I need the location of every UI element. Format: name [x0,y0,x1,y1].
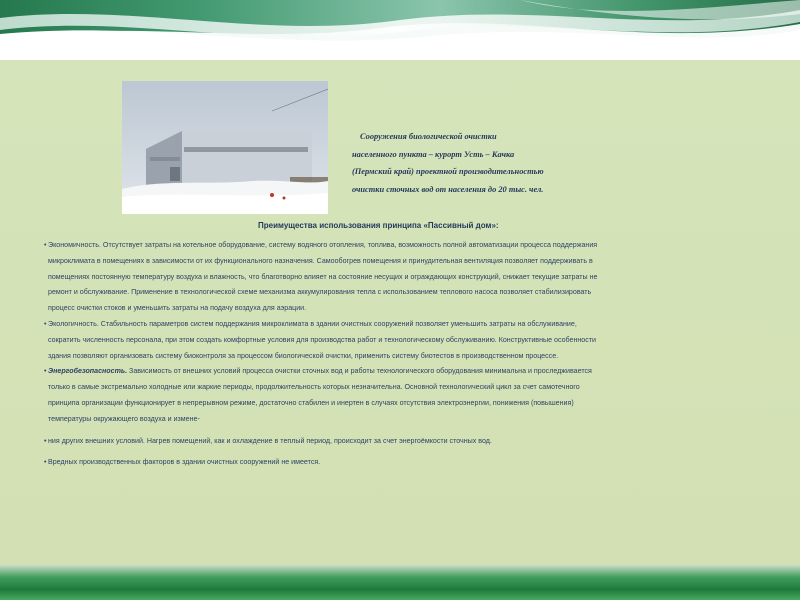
bullet-line: только в самые экстремально холодные или жаркие периоды, продолжительность которых незначительна. Основной технологический цикл за счет самотечного [48,383,580,392]
bullet-line: принципа организации функционирует в непрерывном режиме, достаточно стабилен и инертен в случаях отсутствия электроэнергии, понижения (повышения) [48,398,574,407]
building-photo [122,81,328,214]
bullet-line: ремонт и обслуживание. Применение в технологической схеме механизма аккумулирования тепла с использованием теплового насоса позволяет стабилизировать [48,288,592,297]
footer-bar [0,565,800,600]
list-item: • Энергобезопасность. Зависимость от внешних условий процесса очистки сточных вод и работы технологического оборудования минимальна и проследживается только в самые экстремально холодные или жаркие периоды, продолжительность которых незначительна. Основной технологический цикл за счет самотечного принципа организации функционирует в непрерывном режиме, достаточно стабилен и инертен в случаях отсутствия электроэнергии, понижения (повышения) температуры окружающего воздуха и измене- [44,364,744,427]
header-banner [0,0,800,60]
bullet-line: помещениях постоянную температуру воздуха и влажность, что благотворно влияет на состояние несущих и ограждающих конструкций, снижает текущие затраты не [48,272,598,281]
bullet-line: Экономичность. Отсутствует затраты на котельное оборудование, систему водяного отопления, топлива, возможность полной автоматизации процесса поддержания [48,241,598,249]
photo-caption [352,128,652,198]
section-heading: Преимущества использования принципа «Пассивный дом»: [258,221,499,230]
bullet-line: температуры окружающего воздуха и измене- [48,414,200,423]
bullet-line: Экологичность. Стабильность параметров систем поддержания микроклимата в здании очистных сооружений позволяет уменьшить затраты на обслуживание, [48,319,577,328]
list-item: • Экологичность. Стабильность параметров систем поддержания микроклимата в здании очистных сооружений позволяет уменьшить затраты на обслуживание, сократить численность персонала, при этом создать комфортные условия для производства работ и технологическому обслуживанию. Конструктивные особенности здания позволяют организовать систему биоконтроля за процессом биологической очистки, применить систему биотестов в производственном процессе. [44,317,744,364]
caption-line: (Пермский край) проектной производительностью [352,167,544,176]
list-item: • Экономичность. Отсутствует затраты на котельное оборудование, систему водяного отопления, топлива, возможность полной автоматизации процесса поддержания микроклимата в помещениях в зависимости от их функционального назначения. Самообогрев помещения и принудительная вентиляция позволяет поддерживать в помещениях постоянную температуру воздуха и влажность, что благотворно влияет на состояние несущих и ограждающих конструкций, снижает текущие затраты не ремонт и обслуживание. Применение в технологической схеме механизма аккумулирования тепла с использованием теплового насоса позволяет стабилизировать процесс очистки стоков и уменьшить затраты на подачу воздуха для аэрации. [44,238,744,317]
caption-line: Сооружения биологической очистки [360,132,497,141]
caption-line: очистки сточных вод от населения до 20 тыс. чел. [352,184,544,194]
advantages-list [44,238,744,471]
bullet-line: процесс очистки стоков и уменьшить затраты на подачу воздуха для аэрации. [48,304,307,313]
bullet-line: Зависимость от внешних условий процесса очистки сточных вод и работы технологического оборудования минимальна и проследживается [127,367,592,376]
bullet-line: здания позволяют организовать систему биоконтроля за процессом биологической очистки, применить систему биотестов в производственном процессе. [48,351,559,360]
bullet-line: Вредных производственных факторов в здании очистных сооружений не имеется. [48,458,321,467]
list-item: • ния других внешних условий. Нагрев помещений, как и охлаждение в теплый период, происходит за счет энергоёмкости сточных вод. [44,436,492,445]
bullet-emphasis: Энергобезопасность. [48,367,128,376]
list-item: • Вредных производственных факторов в здании очистных сооружений не имеется. [44,458,321,467]
bullet-line: сократить численность персонала, при этом создать комфортные условия для производства работ и технологическому обслуживанию. Конструктивные особенности [48,335,596,344]
caption-line: населенного пункта – курорт Усть – Качка [352,149,515,159]
bullet-line: микроклимата в помещениях в зависимости от их функционального назначения. Самообогрев помещения и принудительная вентиляция позволяет поддерживать в [48,256,593,265]
bullet-line: ния других внешних условий. Нагрев помещений, как и охлаждение в теплый период, происходит за счет энергоёмкости сточных вод. [48,436,492,445]
wave-decoration [0,0,800,60]
